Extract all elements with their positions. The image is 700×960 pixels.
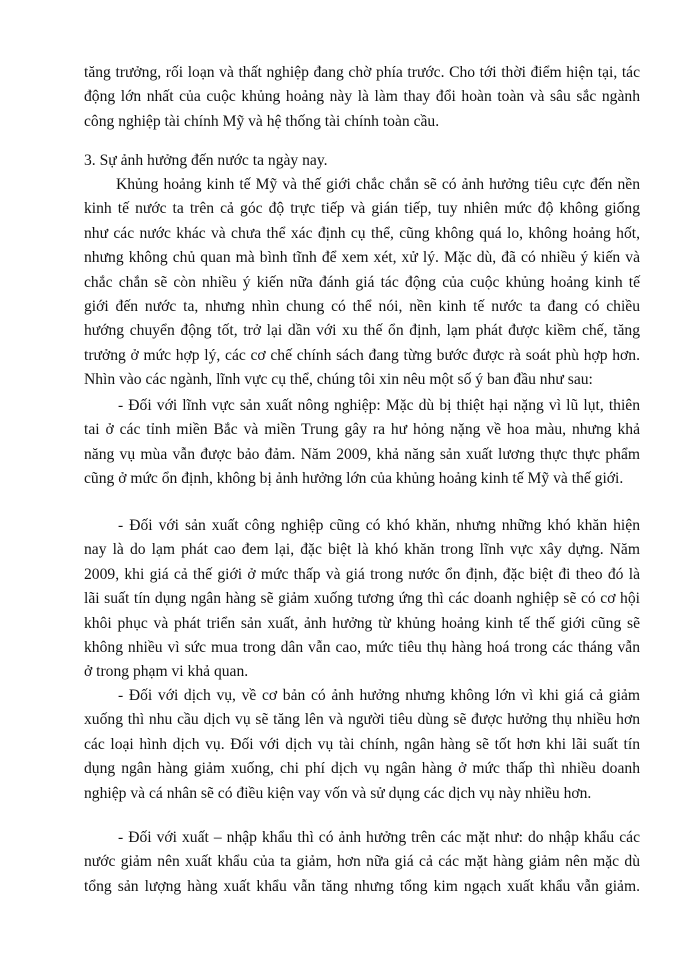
- trade-paragraph: [84, 826, 640, 899]
- text-line: nước giảm nên xuất khẩu của ta giảm, hơn nữa giá cả các mặt hàng giảm nên mặc dù: [84, 853, 640, 871]
- text-line: trưởng ở mức hợp lý, các cơ chế chính sách đang từng bước được rà soát phù hợp hơn.: [84, 346, 640, 364]
- text-line: năng vụ mùa vẫn được bảo đảm. Năm 2009, khả năng sản xuất lương thực thực phẩm: [84, 445, 640, 463]
- text-line: nay là do lạm phát cao đem lại, đặc biệt là khó khăn trong lĩnh vực xây dựng. Năm: [84, 541, 640, 559]
- text-line: như các nước khác và chưa thể xác định cụ thể, cũng không quá lo, không hoảng hốt,: [84, 224, 640, 242]
- text-line: xuống thì nhu cầu dịch vụ sẽ tăng lên và người tiêu dùng sẽ được hưởng thụ nhiều hơn: [84, 711, 640, 729]
- agriculture-paragraph: [84, 394, 640, 492]
- text-line: công nghiệp tài chính Mỹ và hệ thống tài chính toàn cầu.: [84, 112, 440, 130]
- text-line: ở trong phạm vi khả quan.: [84, 663, 249, 681]
- text-line: giới đến nước ta, nhưng nhìn chung có thể nói, nền kinh tế nước ta đang có chiều: [84, 298, 640, 316]
- section-intro-paragraph: [84, 173, 640, 393]
- text-line: Khủng hoảng kinh tế Mỹ và thế giới chắc chắn sẽ có ảnh hưởng tiêu cực đến nền: [116, 176, 640, 193]
- intro-paragraph: [84, 61, 640, 134]
- text-line: động lớn nhất của cuộc khủng hoảng này là làm thay đổi hoàn toàn và sâu sắc ngành: [84, 88, 640, 106]
- text-line: nghiệp và cá nhân sẽ có điều kiện vay vốn và sử dụng các dịch vụ này nhiều hơn.: [84, 784, 592, 802]
- services-paragraph: [84, 684, 640, 806]
- text-line: lãi suất tín dụng ngân hàng sẽ giảm xuống tương ứng thì các doanh nghiệp sẽ có cơ hội: [84, 590, 640, 608]
- text-line: cũng ở mức ổn định, không bị ảnh hưởng lớn của khủng hoảng kinh tế Mỹ và thế giới.: [84, 470, 624, 488]
- text-line: nhưng không chủ quan mà bình tĩnh để xem xét, xử lý. Mặc dù, đã có nhiều ý kiến và: [84, 249, 640, 267]
- text-line: không nhiều vì sức mua trong dân vẫn cao, mức tiêu thụ hàng hoá trong các tháng vẫn: [84, 639, 640, 657]
- text-line: - Đối với sản xuất công nghiệp cũng có khó khăn, nhưng những khó khăn hiện: [118, 517, 640, 534]
- text-line: khôi phục và phát triển sản xuất, ảnh hưởng từ khủng hoảng kinh tế thế giới cũng sẽ: [84, 614, 640, 632]
- text-line: chắc chắn sẽ còn nhiều ý kiến nữa đánh giá tác động của cuộc khủng hoảng kinh tế: [84, 273, 640, 291]
- industry-paragraph: [84, 514, 640, 685]
- text-line: tổng sản lượng hàng xuất khẩu vẫn tăng nhưng tổng kim ngạch xuất khẩu vẫn giảm.: [84, 877, 640, 895]
- text-line: hướng chuyển động tốt, trở lại dần với xu thế ổn định, lạm phát được kiềm chế, tăng: [84, 322, 640, 340]
- text-line: tăng trưởng, rối loạn và thất nghiệp đang chờ phía trước. Cho tới thời điểm hiện tại, tác: [84, 64, 640, 81]
- text-line: - Đối với xuất – nhập khẩu thì có ảnh hưởng trên các mặt như: do nhập khẩu các: [118, 829, 640, 846]
- text-line: tai ở các tỉnh miền Bắc và miền Trung gây ra hư hỏng nặng về hoa màu, nhưng khả: [84, 421, 640, 439]
- text-line: kinh tế nước ta trên cả góc độ trực tiếp và gián tiếp, tuy nhiên mức độ không giống: [84, 200, 640, 218]
- text-line: - Đối với dịch vụ, về cơ bản có ảnh hưởng nhưng không lớn vì khi giá cả giảm: [118, 687, 640, 704]
- text-line: - Đối với lĩnh vực sản xuất nông nghiệp: Mặc dù bị thiệt hại nặng vì lũ lụt, thiên: [118, 397, 640, 414]
- text-line: dụng ngân hàng giảm xuống, chi phí dịch vụ ngân hàng ở mức thấp thì nhiều doanh: [84, 760, 640, 778]
- section-heading: 3. Sự ảnh hưởng đến nước ta ngày nay.: [84, 152, 328, 169]
- text-line: các loại hình dịch vụ. Đối với dịch vụ tài chính, ngân hàng sẽ tốt hơn khi lãi suất tín: [84, 735, 640, 753]
- text-line: 2009, khi giá cả thế giới ở mức thấp và giá trong nước ổn định, đặc biệt đi theo đó là: [84, 565, 640, 583]
- text-line: Nhìn vào các ngành, lĩnh vực cụ thể, chúng tôi xin nêu một số ý ban đầu như sau:: [84, 371, 593, 389]
